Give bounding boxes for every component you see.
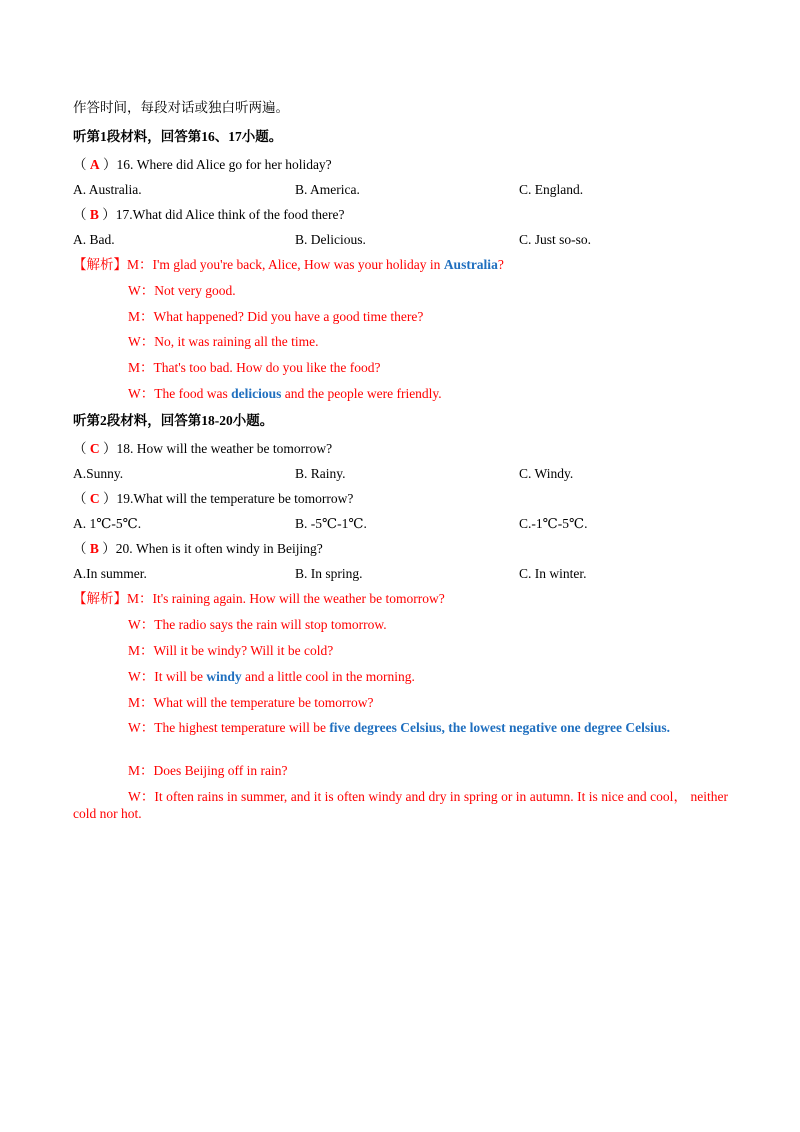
- section1-dialogue-5: M：That's too bad. How do you like the food?: [128, 360, 381, 375]
- q16-option-c: C. England.: [519, 182, 584, 197]
- section2-dialogue-5: M：What will the temperature be tomorrow?: [128, 695, 374, 710]
- section1-dialogue-1: [73, 256, 728, 273]
- section2-dialogue-3: M：Will it be windy? Will it be cold?: [128, 643, 334, 658]
- section2-heading: 听第2段材料，回答第18-20小题。: [73, 413, 274, 428]
- section2-dialogue-7: M：Does Beijing off in rain?: [128, 763, 288, 778]
- q17-close: ）: [98, 207, 116, 222]
- q20-option-c: C. In winter.: [519, 566, 587, 581]
- q16-open: （: [73, 157, 90, 172]
- highlight-delicious: delicious: [231, 386, 282, 401]
- dialogue-text: and the people were friendly.: [281, 386, 442, 401]
- highlight-windy: windy: [206, 669, 242, 684]
- q19-open: （: [73, 491, 90, 506]
- section2-dialogue-2: W：The radio says the rain will stop tomorrow.: [128, 617, 387, 632]
- q18-text: 18. How will the weather be tomorrow?: [116, 441, 333, 456]
- q17-answer: B: [89, 207, 99, 222]
- intro-text: 作答时间，每段对话或独白听两遍。: [73, 100, 289, 115]
- q17-option-c: C. Just so-so.: [519, 232, 592, 247]
- q16-option-b: B. America.: [295, 182, 360, 197]
- highlight-australia: Australia: [443, 257, 498, 272]
- q17-option-a: A. Bad.: [73, 232, 115, 247]
- q18-option-b: B. Rainy.: [295, 466, 346, 481]
- q18-option-a: A.Sunny.: [73, 466, 124, 481]
- question-20: [73, 540, 728, 557]
- section2-dialogue-1: [73, 590, 728, 607]
- section1-dialogue-6: [128, 385, 728, 402]
- dialogue-text: and a little cool in the morning.: [241, 669, 415, 684]
- section1-analysis-label: 【解析】: [73, 257, 127, 272]
- q20-option-a: A.In summer.: [73, 566, 147, 581]
- q18-answer: C: [89, 441, 100, 456]
- q20-open: （: [73, 541, 90, 556]
- q20-option-b: B. In spring.: [295, 566, 363, 581]
- section2-dialogue-4: [128, 668, 728, 685]
- section1-heading: 听第1段材料，回答第16、17小题。: [73, 129, 283, 144]
- q17-option-b: B. Delicious.: [295, 232, 366, 247]
- highlight-temperature: five degrees Celsius, the lowest negative one degree Celsius.: [329, 720, 671, 735]
- question-17: [73, 206, 728, 223]
- dialogue-text: W：The highest temperature will be: [128, 720, 330, 735]
- section1-dialogue-3: M：What happened? Did you have a good time there?: [128, 309, 424, 324]
- q17-open: （: [73, 207, 90, 222]
- q16-option-a: A. Australia.: [73, 182, 142, 197]
- q20-answer: B: [89, 541, 99, 556]
- q17-text: 17.What did Alice think of the food there?: [115, 207, 345, 222]
- section1-dialogue-4: W：No, it was raining all the time.: [128, 334, 319, 349]
- q19-answer: C: [89, 491, 100, 506]
- q16-answer: A: [89, 157, 100, 172]
- section2-dialogue-8: W：It often rains in summer, and it is often windy and dry in spring or in autumn. It is nice and cool， neither cold nor hot.: [73, 789, 728, 821]
- dialogue-text: M：It's raining again. How will the weather be tomorrow?: [127, 591, 445, 606]
- q18-option-c: C. Windy.: [519, 466, 574, 481]
- q19-option-b: B. -5℃-1℃.: [295, 516, 367, 531]
- q19-text: 19.What will the temperature be tomorrow?: [116, 491, 354, 506]
- q19-close: ）: [99, 491, 117, 506]
- q16-text: 16. Where did Alice go for her holiday?: [116, 157, 332, 172]
- question-18: [73, 440, 728, 457]
- dialogue-text: ?: [497, 257, 504, 272]
- dialogue-text: M：I'm glad you're back, Alice, How was your holiday in: [127, 257, 444, 272]
- section2-dialogue-6: [73, 719, 728, 736]
- q18-open: （: [73, 441, 90, 456]
- section1-dialogue-2: W：Not very good.: [128, 283, 236, 298]
- q19-option-a: A. 1℃-5℃.: [73, 516, 142, 531]
- q19-option-c: C.-1℃-5℃.: [519, 516, 588, 531]
- q16-close: ）: [99, 157, 117, 172]
- dialogue-text: W：It will be: [128, 669, 207, 684]
- dialogue-text: W：The food was: [128, 386, 232, 401]
- section2-analysis-label: 【解析】: [73, 591, 127, 606]
- question-16: [73, 156, 728, 173]
- q20-close: ）: [98, 541, 116, 556]
- question-19: [73, 490, 728, 507]
- q20-text: 20. When is it often windy in Beijing?: [115, 541, 323, 556]
- q18-close: ）: [99, 441, 117, 456]
